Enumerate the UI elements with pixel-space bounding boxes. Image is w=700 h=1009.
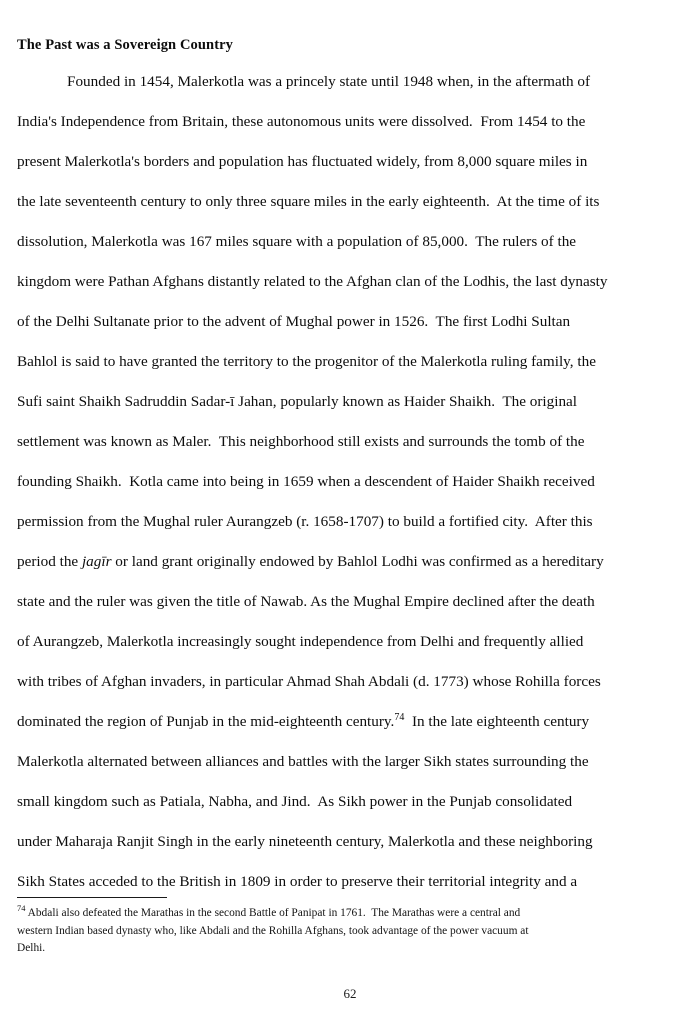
body-line: [17, 222, 689, 262]
footnote-line-text: Delhi.: [17, 942, 46, 955]
body-line: [17, 102, 689, 142]
body-line: [17, 662, 689, 702]
footnote-line: [17, 940, 673, 958]
footnote-line: [17, 923, 673, 941]
footnote: [17, 905, 673, 958]
body-line-text: Sufi saint Shaikh Sadruddin Sadar-ī Jahan, popularly known as Haider Shaikh. The original: [17, 393, 577, 410]
italic-term-jagir: jagīr: [81, 553, 112, 570]
body-line: [17, 782, 689, 822]
body-line: [17, 142, 689, 182]
body-line-text: present Malerkotla's borders and population has fluctuated widely, from 8,000 square miles in: [17, 153, 588, 170]
body-line-with-footnote-ref: [17, 702, 689, 742]
body-line-text: small kingdom such as Patiala, Nabha, and Jind. As Sikh power in the Punjab consolidated: [17, 793, 573, 810]
body-line: [17, 582, 689, 622]
body-line-text: Bahlol is said to have granted the territory to the progenitor of the Malerkotla ruling family, the: [17, 353, 596, 370]
footnote-reference-marker[interactable]: 74: [394, 711, 405, 723]
body-line-text: Malerkotla alternated between alliances and battles with the larger Sikh states surrounding the: [17, 753, 589, 770]
jagir-line-before: period the: [17, 553, 82, 570]
body-line-text: the late seventeenth century to only three square miles in the early eighteenth. At the time of its: [17, 193, 600, 210]
footnote-line-text: Abdali also defeated the Marathas in the second Battle of Panipat in 1761. The Marathas were a central and: [25, 907, 521, 919]
body-line: [17, 822, 689, 862]
footnote-ref-line-after: In the late eighteenth century: [404, 713, 590, 730]
body-paragraph: [17, 62, 689, 902]
body-line: [17, 862, 689, 902]
body-line: [17, 422, 689, 462]
body-line: [17, 742, 689, 782]
page-number: 62: [343, 986, 357, 1001]
body-line-jagir: [17, 542, 689, 582]
body-line-text: dissolution, Malerkotla was 167 miles square with a population of 85,000. The rulers of the: [17, 233, 577, 250]
page-title: The Past was a Sovereign Country: [17, 36, 234, 53]
body-line: [17, 262, 689, 302]
body-line-text: of the Delhi Sultanate prior to the advent of Mughal power in 1526. The first Lodhi Sultan: [17, 313, 571, 330]
body-line-text: with tribes of Afghan invaders, in particular Ahmad Shah Abdali (d. 1773) whose Rohilla forces: [17, 673, 601, 690]
body-line-text: under Maharaja Ranjit Singh in the early nineteenth century, Malerkotla and these neighboring: [17, 833, 593, 850]
body-line: [17, 302, 689, 342]
body-line: [17, 502, 689, 542]
footnote-number: 74: [17, 903, 26, 914]
body-line-text: of Aurangzeb, Malerkotla increasingly sought independence from Delhi and frequently allied: [17, 633, 584, 650]
footnote-ref-line-before: dominated the region of Punjab in the mid-eighteenth century.: [17, 713, 395, 730]
footnote-line-first: [17, 905, 673, 923]
body-line: [17, 182, 689, 222]
body-line-first: [17, 62, 689, 102]
body-line: [17, 382, 689, 422]
body-line-text: Sikh States acceded to the British in 1809 in order to preserve their territorial integrity and a: [17, 873, 578, 890]
body-line: [17, 622, 689, 662]
body-line: [17, 462, 689, 502]
body-line-text: kingdom were Pathan Afghans distantly related to the Afghan clan of the Lodhis, the last dynasty: [17, 273, 608, 290]
body-line-text: founding Shaikh. Kotla came into being in 1659 when a descendent of Haider Shaikh received: [17, 473, 595, 490]
body-line-text: state and the ruler was given the title of Nawab. As the Mughal Empire declined after the death: [17, 593, 595, 610]
footnote-separator-rule: [17, 897, 167, 898]
body-line-text: settlement was known as Maler. This neighborhood still exists and surrounds the tomb of the: [17, 433, 585, 450]
body-line-text: permission from the Mughal ruler Aurangzeb (r. 1658-1707) to build a fortified city. After this: [17, 513, 593, 530]
jagir-line-after: or land grant originally endowed by Bahlol Lodhi was confirmed as a hereditary: [111, 553, 604, 570]
footnote-line-text: western Indian based dynasty who, like Abdali and the Rohilla Afghans, took advantage of the power vacuum at: [17, 924, 529, 937]
body-line: [17, 342, 689, 382]
body-line-text: India's Independence from Britain, these autonomous units were dissolved. From 1454 to the: [17, 113, 586, 130]
body-line-text: Founded in 1454, Malerkotla was a princely state until 1948 when, in the aftermath of: [67, 73, 590, 90]
